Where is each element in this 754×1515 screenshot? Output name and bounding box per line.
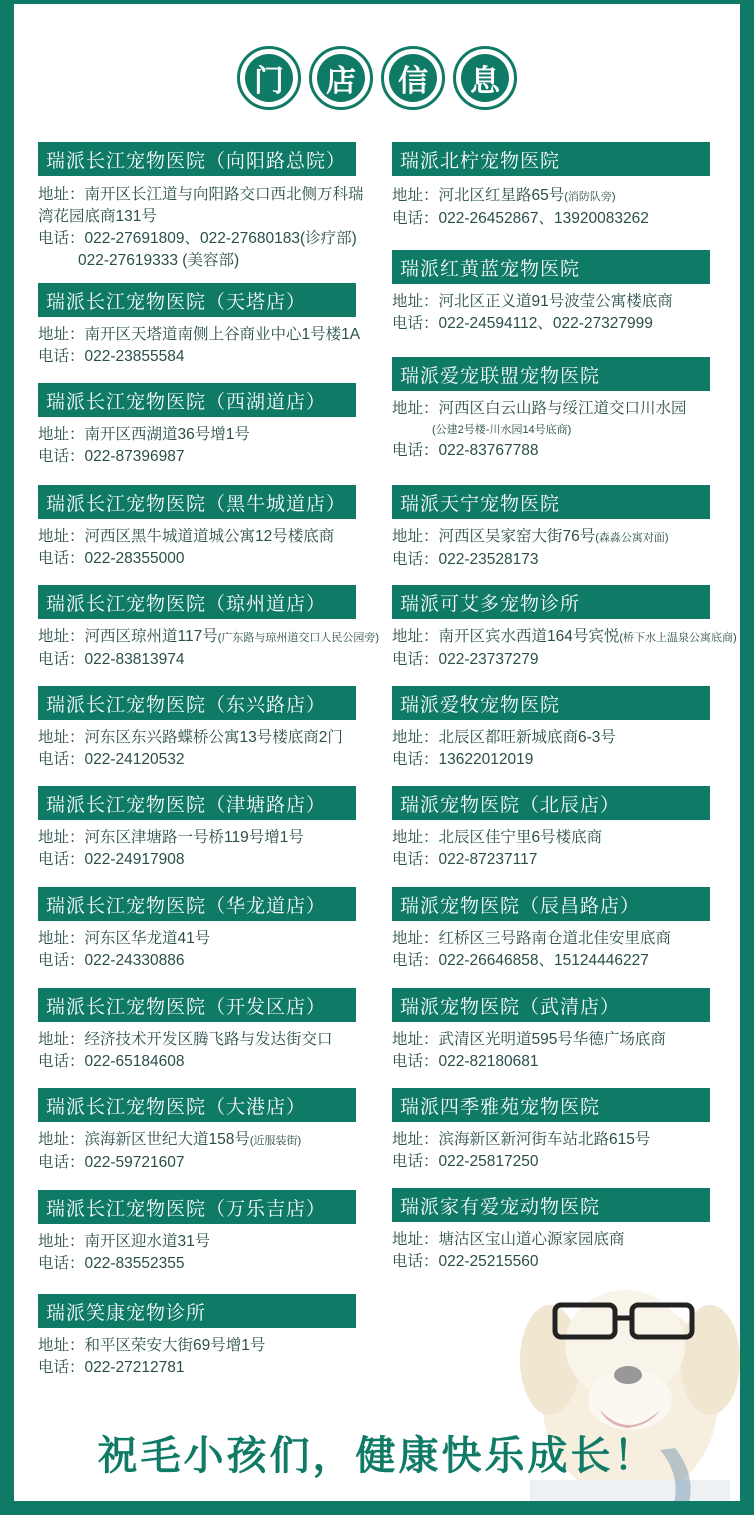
store-phone: 电话：022-59721607	[38, 1154, 185, 1171]
address-text: 地址：河西区琼州道117号	[38, 628, 218, 645]
store-card	[38, 786, 356, 871]
store-card	[392, 887, 710, 972]
store-card	[392, 142, 710, 230]
store-phone: 电话：022-25817250	[392, 1153, 539, 1170]
store-phone: 电话：022-83767788	[392, 442, 539, 459]
store-name: 瑞派宠物医院（北辰店）	[392, 786, 710, 820]
store-card	[38, 686, 356, 771]
store-address	[38, 626, 379, 649]
store-name: 瑞派可艾多宠物诊所	[392, 585, 710, 619]
store-name: 瑞派家有爱宠动物医院	[392, 1188, 710, 1222]
store-name: 瑞派爱牧宠物医院	[392, 686, 710, 720]
store-card	[392, 485, 710, 571]
address-note: (森淼公寓对面)	[595, 532, 669, 544]
store-card	[38, 1294, 356, 1379]
store-address	[392, 526, 710, 549]
store-phone: 电话：022-25215560	[392, 1253, 539, 1270]
store-address: 地址：河西区黑牛城道道城公寓12号楼底商	[38, 528, 335, 545]
title-char: 息	[461, 54, 509, 102]
store-name: 瑞派爱宠联盟宠物医院	[392, 357, 710, 391]
store-card	[38, 887, 356, 972]
store-address	[392, 626, 737, 649]
store-name: 瑞派长江宠物医院（西湖道店）	[38, 383, 356, 417]
store-card	[392, 686, 710, 771]
store-name: 瑞派四季雅苑宠物医院	[392, 1088, 710, 1122]
store-phone: 电话：022-28355000	[38, 550, 185, 567]
address-text: 地址：南开区宾水西道164号宾悦	[392, 628, 620, 645]
store-phone: 电话：022-27212781	[38, 1359, 185, 1376]
store-address: 地址：经济技术开发区腾飞路与发达街交口	[38, 1031, 333, 1048]
store-card	[38, 1088, 356, 1174]
address-text: 地址：河北区红星路65号	[392, 187, 565, 204]
address-note: (消防队旁)	[564, 191, 616, 203]
store-address: 地址：河西区白云山路与绥江道交口川水园	[392, 400, 687, 417]
store-phone: 电话：022-24917908	[38, 851, 185, 868]
store-phone: 电话：022-65184608	[38, 1053, 185, 1070]
store-phone: 电话：022-23855584	[38, 348, 185, 365]
store-address: 地址：红桥区三号路南仓道北佳安里底商	[392, 930, 672, 947]
address-note: (桥下水上温泉公寓底商)	[619, 632, 737, 644]
address-text: 地址：河西区吴家窑大街76号	[392, 528, 596, 545]
store-card	[38, 485, 356, 570]
store-address	[392, 185, 710, 208]
store-phone: 电话：022-83813974	[38, 651, 185, 668]
store-name: 瑞派长江宠物医院（黑牛城道店）	[38, 485, 356, 519]
store-card	[38, 1190, 356, 1275]
store-address: 地址：滨海新区新河街车站北路615号	[392, 1131, 651, 1148]
store-card	[392, 1188, 710, 1273]
store-address	[38, 1129, 356, 1152]
store-name: 瑞派长江宠物医院（华龙道店）	[38, 887, 356, 921]
store-phone: 电话：022-83552355	[38, 1255, 185, 1272]
store-card	[392, 585, 737, 671]
title-char: 店	[317, 54, 365, 102]
store-name: 瑞派长江宠物医院（万乐吉店）	[38, 1190, 356, 1224]
slogan: 祝毛小孩们，健康快乐成长！	[97, 1433, 657, 1479]
store-card	[392, 250, 710, 335]
store-address: 地址：河东区东兴路蝶桥公寓13号楼底商2门	[38, 729, 343, 746]
store-name: 瑞派天宁宠物医院	[392, 485, 710, 519]
store-address: 地址：河北区正义道91号波莹公寓楼底商	[392, 293, 673, 310]
store-name: 瑞派长江宠物医院（开发区店）	[38, 988, 356, 1022]
store-address: 地址：河东区华龙道41号	[38, 930, 211, 947]
store-card	[392, 988, 710, 1073]
store-phone: 电话：022-24120532	[38, 751, 185, 768]
store-card	[38, 988, 356, 1073]
store-card	[392, 357, 710, 462]
store-address: 地址：北辰区佳宁里6号楼底商	[392, 829, 603, 846]
store-card	[38, 383, 356, 468]
store-phone-cont: 022-27619333 (美容部)	[78, 252, 240, 269]
store-phone: 电话：13622012019	[392, 751, 534, 768]
store-name: 瑞派笑康宠物诊所	[38, 1294, 356, 1328]
title-circle	[381, 46, 445, 110]
store-phone: 电话：022-87396987	[38, 448, 185, 465]
store-name: 瑞派北柠宠物医院	[392, 142, 710, 176]
title-circle	[237, 46, 301, 110]
store-address: 地址：北辰区都旺新城底商6-3号	[392, 729, 616, 746]
store-phone: 电话：022-26452867、13920083262	[392, 210, 649, 227]
address-text: 地址：滨海新区世纪大道158号	[38, 1131, 250, 1148]
store-name: 瑞派长江宠物医院（大港店）	[38, 1088, 356, 1122]
store-name: 瑞派宠物医院（辰昌路店）	[392, 887, 710, 921]
store-phone: 电话：022-87237117	[392, 851, 538, 868]
store-phone: 电话：022-26646858、15124446227	[392, 952, 649, 969]
title-circle	[309, 46, 373, 110]
store-address: 地址：塘沽区宝山道心源家园底商	[392, 1231, 625, 1248]
store-address: 地址：南开区天塔道南侧上谷商业中心1号楼1A	[38, 326, 361, 343]
store-phone: 电话：022-23737279	[392, 651, 539, 668]
store-address-cont: 湾花园底商131号	[38, 208, 157, 225]
store-address-cont: (公建2号楼-川水园14号底商)	[432, 424, 572, 436]
store-name: 瑞派宠物医院（武清店）	[392, 988, 710, 1022]
store-address: 地址：和平区荣安大街69号增1号	[38, 1337, 266, 1354]
page-title	[0, 46, 754, 110]
title-char: 信	[389, 54, 437, 102]
store-name: 瑞派红黄蓝宠物医院	[392, 250, 710, 284]
store-address: 地址：南开区长江道与向阳路交口西北侧万科瑞	[38, 186, 364, 203]
title-char: 门	[245, 54, 293, 102]
store-phone: 电话：022-24330886	[38, 952, 185, 969]
address-note: (广东路与琼州道交口人民公园旁)	[217, 632, 380, 644]
store-phone: 电话：022-23528173	[392, 551, 539, 568]
store-card	[392, 1088, 710, 1173]
store-address: 地址：南开区西湖道36号增1号	[38, 426, 250, 443]
store-card	[392, 786, 710, 871]
store-address: 地址：武清区光明道595号华德广场底商	[392, 1031, 666, 1048]
store-card	[38, 283, 360, 368]
store-name: 瑞派长江宠物医院（津塘路店）	[38, 786, 356, 820]
store-name: 瑞派长江宠物医院（天塔店）	[38, 283, 356, 317]
store-address: 地址：南开区迎水道31号	[38, 1233, 211, 1250]
store-phone: 电话：022-27691809、022-27680183(诊疗部)	[38, 230, 357, 247]
store-card	[38, 142, 364, 272]
store-card	[38, 585, 379, 671]
store-phone: 电话：022-24594112、022-27327999	[392, 315, 653, 332]
address-note: (近服装街)	[249, 1135, 302, 1147]
store-address: 地址：河东区津塘路一号桥119号增1号	[38, 829, 304, 846]
store-name: 瑞派长江宠物医院（东兴路店）	[38, 686, 356, 720]
store-name: 瑞派长江宠物医院（向阳路总院）	[38, 142, 356, 176]
store-phone: 电话：022-82180681	[392, 1053, 539, 1070]
store-name: 瑞派长江宠物医院（琼州道店）	[38, 585, 356, 619]
title-circle	[453, 46, 517, 110]
